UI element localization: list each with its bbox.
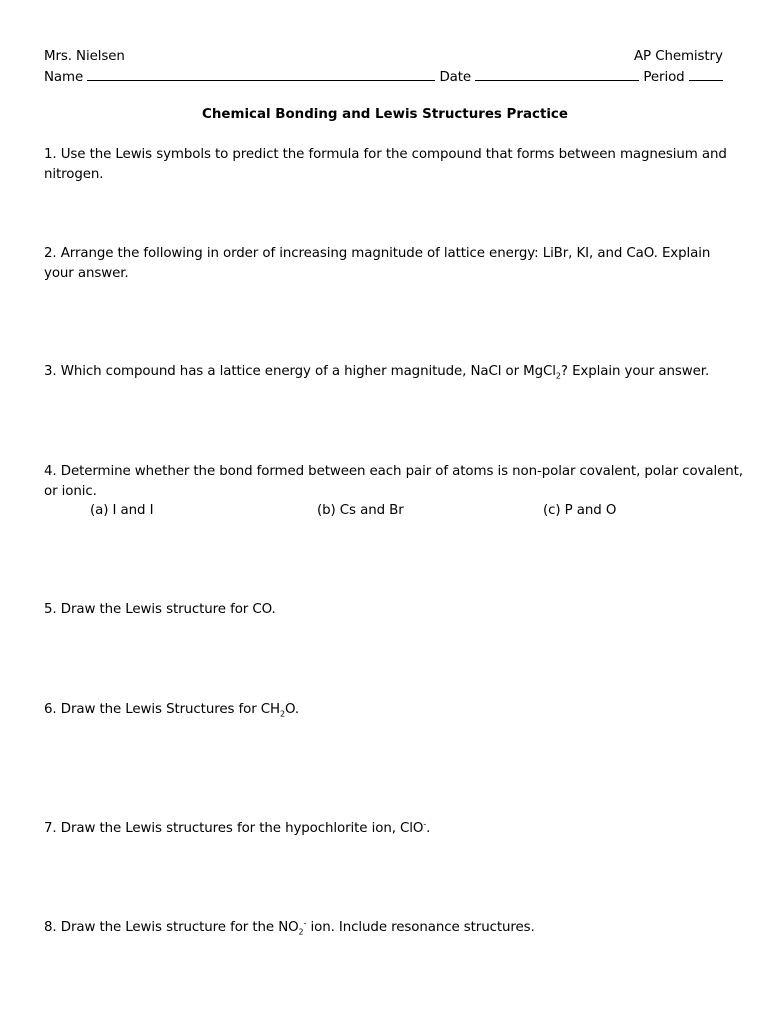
date-blank[interactable] [475, 66, 639, 81]
question-4-option-a: (a) I and I [90, 503, 154, 518]
question-4-option-c: (c) P and O [543, 503, 617, 518]
period-label: Period [643, 70, 685, 85]
question-4-line-2: or ionic. [44, 484, 97, 499]
question-8: 8. Draw the Lewis structure for the $NO_2^-$ ion. Include resonance structures. [44, 918, 535, 937]
question-4-option-b: (b) Cs and Br [317, 503, 404, 518]
question-2-line-1: 2. Arrange the following in order of increasing magnitude of lattice energy: LiBr, KI, and CaO. Explain [44, 246, 711, 261]
question-1-line-2: nitrogen. [44, 167, 104, 182]
question-6: 6. Draw the Lewis Structures for $CH_2O$. [44, 702, 300, 719]
worksheet-title: Chemical Bonding and Lewis Structures Practice [202, 107, 568, 122]
date-label: Date [439, 70, 472, 85]
question-5: 5. Draw the Lewis structure for CO. [44, 602, 276, 617]
question-3: 3. Which compound has a lattice energy of a higher magnitude, NaCl or MgCl$_2$? Explain your answer. [44, 364, 710, 381]
question-1-line-1: 1. Use the Lewis symbols to predict the formula for the compound that forms between magnesium and [44, 147, 727, 162]
question-7: 7. Draw the Lewis structures for the hypochlorite ion, ClO-. [44, 819, 431, 836]
question-2-line-2: your answer. [44, 266, 129, 281]
course-name: AP Chemistry [634, 49, 723, 64]
teacher-name: Mrs. Nielsen [44, 49, 125, 64]
period-blank[interactable] [689, 66, 723, 81]
name-label: Name [44, 70, 84, 85]
name-blank[interactable] [87, 66, 435, 81]
question-4-line-1: 4. Determine whether the bond formed between each pair of atoms is non-polar covalent, polar covalent, [44, 464, 743, 479]
student-info-line [44, 66, 723, 88]
